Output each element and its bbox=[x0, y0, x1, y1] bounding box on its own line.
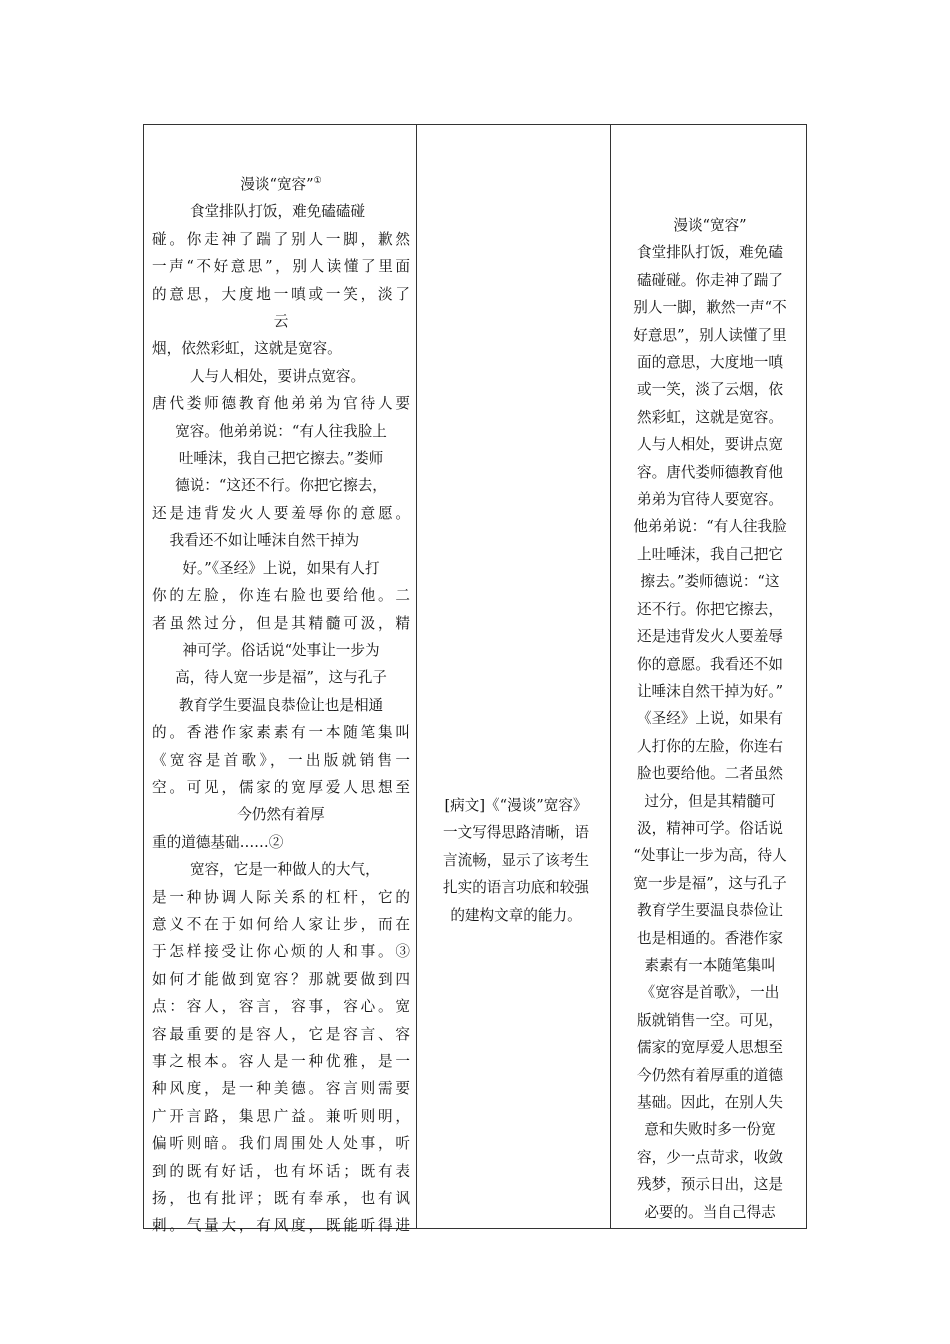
comment-line: [病文]《“漫谈”宽容》 bbox=[444, 797, 588, 814]
revised-line: 基础。因此，在别人失 bbox=[637, 1094, 783, 1111]
revised-line: 上吐唾沫，我自己把它 bbox=[637, 545, 783, 563]
essay-line: 宽容。他弟弟说：“有人往我脸上 bbox=[175, 422, 387, 440]
essay-line: 一声“不好意思”，别人读懂了里面 bbox=[152, 258, 410, 276]
essay-line: 刺。气量大，有风度，既能听得进 bbox=[152, 1217, 410, 1235]
revised-line: 或一笑，淡了云烟，依 bbox=[637, 381, 783, 399]
essay-line: 神可学。俗话说“处事让一步为 bbox=[182, 641, 380, 659]
revised-line: 你的意愿。我看还不如 bbox=[637, 655, 783, 673]
revised-line: 版就销售一空。可见， bbox=[637, 1011, 783, 1029]
essay-line: 重的道德基础……② bbox=[152, 833, 284, 851]
revised-line: 宽一步是福”，这与孔子 bbox=[633, 874, 787, 892]
revised-line: 还是违背发火人要羞辱 bbox=[637, 628, 783, 646]
essay-line: 我看还不如让唾沫自然干掉为 bbox=[169, 532, 360, 550]
comment-line: 一文写得思路清晰，语 bbox=[443, 824, 589, 842]
revised-essay-column bbox=[620, 212, 800, 1226]
essay-line: 的。香港作家素素有一本随笔集叫 bbox=[152, 724, 410, 742]
revised-line: 磕碰碰。你走神了踹了 bbox=[637, 271, 783, 289]
revised-line: 人打你的左脸，你连右 bbox=[637, 737, 783, 755]
revised-line: “处事让一步为高，待人 bbox=[633, 847, 787, 865]
revised-line: 今仍然有着厚重的道德 bbox=[637, 1066, 783, 1084]
essay-line: 如何才能做到宽容？那就要做到四 bbox=[152, 970, 410, 988]
essay-title: 漫谈“宽容”① bbox=[240, 176, 322, 193]
comment-line: 扎实的语言功底和较强 bbox=[443, 879, 589, 897]
revised-line: 过分，但是其精髓可 bbox=[644, 792, 776, 810]
revised-line: 然彩虹，这就是宽容。 bbox=[637, 408, 783, 426]
revised-line: 教育学生要温良恭俭让 bbox=[637, 902, 783, 920]
essay-line: 好。”《圣经》上说，如果有人打 bbox=[182, 559, 380, 577]
essay-line: 唐代娄师德教育他弟弟为官待人要 bbox=[152, 395, 410, 413]
footnote-marker: ① bbox=[313, 176, 322, 187]
essay-line: 烟，依然彩虹，这就是宽容。 bbox=[152, 340, 342, 358]
essay-line: 人与人相处，要讲点宽容。 bbox=[189, 367, 366, 385]
essay-line: 空。可见，儒家的宽厚爱人思想至 bbox=[152, 778, 410, 796]
essay-line: 云 bbox=[273, 313, 289, 331]
essay-line: 德说：“这还不行。你把它擦去， bbox=[175, 477, 387, 495]
revised-line: 人与人相处，要讲点宽 bbox=[637, 436, 783, 454]
essay-line: 事之根本。容人是一种优雅，是一 bbox=[152, 1053, 410, 1070]
revised-line: 儒家的宽厚爱人思想至 bbox=[637, 1039, 783, 1057]
revised-line: 《圣经》上说，如果有 bbox=[637, 710, 783, 728]
revised-line: 汲，精神可学。俗话说 bbox=[637, 819, 783, 837]
essay-line: 教育学生要温良恭俭让也是相通 bbox=[178, 696, 384, 714]
revised-line: 擦去。”娄师德说：“这 bbox=[640, 573, 780, 591]
essay-line: 你的左脸，你连右脸也要给他。二 bbox=[152, 587, 410, 605]
essay-line: 吐唾沫，我自己把它擦去。”娄师 bbox=[178, 450, 384, 468]
essay-line: 还是违背发火人要羞辱你的意愿。 bbox=[152, 504, 410, 522]
essay-line: 碰。你走神了踹了别人一脚，歉然 bbox=[152, 230, 410, 248]
comment-column bbox=[426, 792, 606, 929]
revised-title: 漫谈“宽容” bbox=[673, 217, 747, 234]
revised-line: 面的意思，大度地一嗔 bbox=[637, 354, 783, 372]
revised-line: 还不行。你把它擦去， bbox=[637, 600, 783, 618]
revised-line: 让唾沫自然干掉为好。” bbox=[636, 682, 784, 700]
revised-line: 别人一脚，歉然一声“不 bbox=[633, 299, 787, 317]
essay-line: 的意思，大度地一嗔或一笑，淡了 bbox=[152, 285, 410, 303]
essay-line: 偏听则暗。我们周围处人处事，听 bbox=[152, 1135, 410, 1153]
revised-line: 意和失败时多一份宽 bbox=[644, 1121, 776, 1139]
revised-line: 弟弟为官待人要宽容。 bbox=[637, 491, 783, 509]
essay-line: 种风度，是一种美德。容言则需要 bbox=[152, 1080, 410, 1098]
comment-line: 的建构文章的能力。 bbox=[450, 906, 582, 924]
revised-line: 脸也要给他。二者虽然 bbox=[637, 765, 783, 783]
essay-line: 高，待人宽一步是福”，这与孔子 bbox=[175, 669, 387, 687]
essay-line: 广开言路，集思广益。兼听则明， bbox=[152, 1107, 410, 1125]
essay-line: 到的既有好话，也有坏话；既有表 bbox=[152, 1162, 410, 1180]
essay-line: 于怎样接受让你心烦的人和事。③ bbox=[152, 943, 410, 961]
revised-line: 容。唐代娄师德教育他 bbox=[637, 463, 783, 481]
revised-line: 食堂排队打饭，难免磕 bbox=[637, 244, 783, 262]
essay-line: 宽容，它是一种做人的大气， bbox=[189, 861, 380, 879]
essay-line: 《宽容是首歌》，一出版就销售一 bbox=[152, 751, 410, 769]
revised-line: 也是相通的。香港作家 bbox=[637, 929, 783, 947]
essay-line: 今仍然有着厚 bbox=[237, 806, 325, 824]
column-divider-1 bbox=[416, 124, 417, 1229]
revised-line: 《宽容是首歌》，一出 bbox=[640, 984, 780, 1002]
revised-line: 残梦，预示日出，这是 bbox=[637, 1176, 783, 1194]
essay-line: 者虽然过分，但是其精髓可汲，精 bbox=[152, 614, 410, 632]
revised-line: 素素有一本随笔集叫 bbox=[644, 956, 776, 974]
essay-line: 食堂排队打饭，难免磕磕碰 bbox=[189, 203, 366, 221]
revised-line: 容，少一点苛求，收敛 bbox=[637, 1148, 783, 1166]
comment-line: 言流畅，显示了该考生 bbox=[443, 851, 589, 869]
original-essay-column bbox=[152, 171, 410, 1240]
essay-line: 意义不在于如何给人家让步，而在 bbox=[152, 915, 410, 933]
revised-line: 必要的。当自己得志 bbox=[644, 1203, 776, 1221]
essay-line: 点：容人，容言，容事，容心。宽 bbox=[152, 998, 410, 1016]
column-divider-2 bbox=[610, 124, 611, 1229]
revised-line: 他弟弟说：“有人往我脸 bbox=[633, 518, 787, 536]
essay-line: 容最重要的是容人，它是容言、容 bbox=[152, 1025, 410, 1043]
essay-line: 扬，也有批评；既有奉承，也有讽 bbox=[152, 1190, 410, 1208]
essay-line: 是一种协调人际关系的杠杆，它的 bbox=[152, 888, 410, 906]
revised-line: 好意思”，别人读懂了里 bbox=[633, 326, 787, 344]
